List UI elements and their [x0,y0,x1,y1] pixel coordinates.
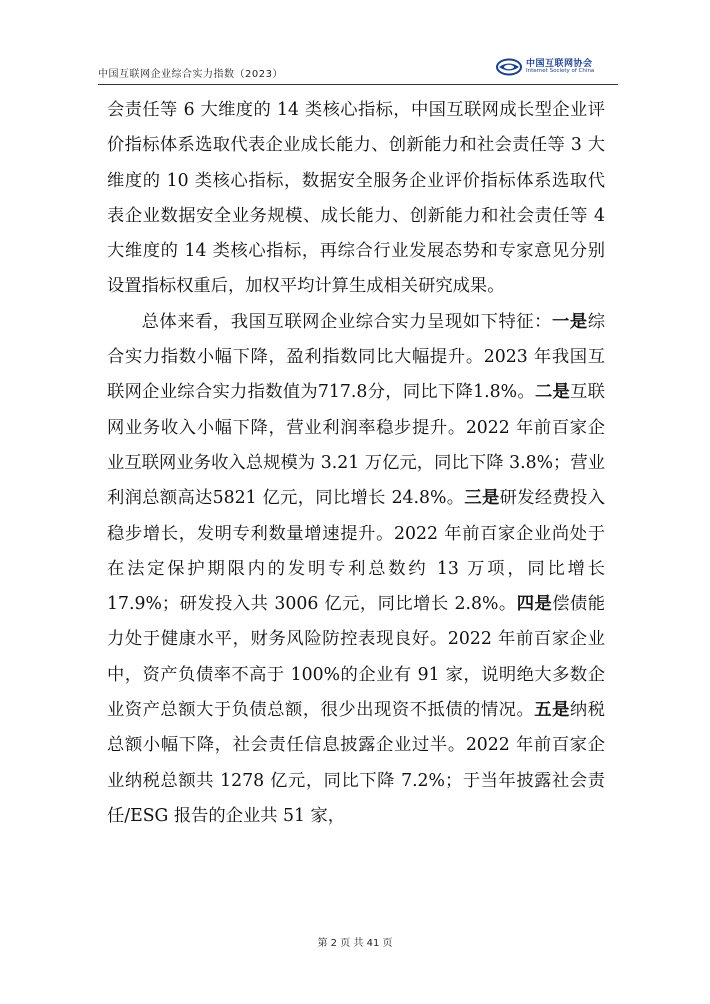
logo-text-cn: 中国互联网协会 [526,59,593,69]
finding-4-label: 四是 [516,594,553,615]
paragraph-methodology: 会责任等 6 大维度的 14 类核心指标，中国互联网成长型企业评价指标体系选取代表企业成长能力、创新能力和社会责任等 3 大维度的 10 类核心指标，数据安全服务企业评价指标体系选取代表企业数据安全业务规模、成长能力、创新能力和社会责任等 4 大维度的 14 类核心指标，再综合行业发展态势和专家意见分别设置指标权重后，加权平均计算生成相关研究成果。 [107,100,605,297]
finding-4-text: 偿债能力处于健康水平，财务风险防控表现良好。2022 年前百家企业中，资产负债率不高于 100%的企业有 91 家，说明绝大多数企业资产总额大于负债总额，很少出现资不抵债的情况。 [107,594,605,721]
page-number: 第 2 页 共 41 页 [317,938,393,949]
header-divider [98,84,618,85]
logo-text-en: Internet Society of China [526,68,595,74]
finding-3-label: 三是 [464,488,500,509]
paragraph-findings [107,305,605,834]
finding-5-label: 五是 [534,700,570,721]
isc-logo-icon [496,58,522,76]
finding-1-text: 综合实力指数小幅下降，盈利指数同比大幅提升。2023 年我国互联网企业综合实力指数值为717.8分，同比下降1.8%。 [107,311,605,403]
finding-2-label: 二是 [534,382,571,403]
isc-logo [496,56,618,78]
finding-2-text: 互联网业务收入小幅下降，营业利润率稳步提升。2022 年前百家企业互联网业务收入总规模为 3.21 万亿元，同比下降 3.8%；营业利润总额高达5821 亿元，同比增长 24.8%。 [107,382,605,509]
finding-3-text: 研发经费投入稳步增长，发明专利数量增速提升。2022 年前百家企业尚处于在法定保护期限内的发明专利总数约 13 万项，同比增长 17.9%；研发投入共 3006 亿元，同比增长 2.8%。 [107,488,605,615]
findings-intro: 总体来看，我国互联网企业综合实力呈现如下特征： [141,311,552,332]
document-body [107,93,605,834]
page-header [98,56,618,84]
finding-5-text: 纳税总额小幅下降，社会责任信息披露企业过半。2022 年前百家企业纳税总额共 1278 亿元，同比下降 7.2%；于当年披露社会责任/ESG 报告的企业共 51 家， [107,700,605,826]
header-title: 中国互联网企业综合实力指数（2023） [98,69,283,80]
finding-1-label: 一是 [552,311,588,332]
